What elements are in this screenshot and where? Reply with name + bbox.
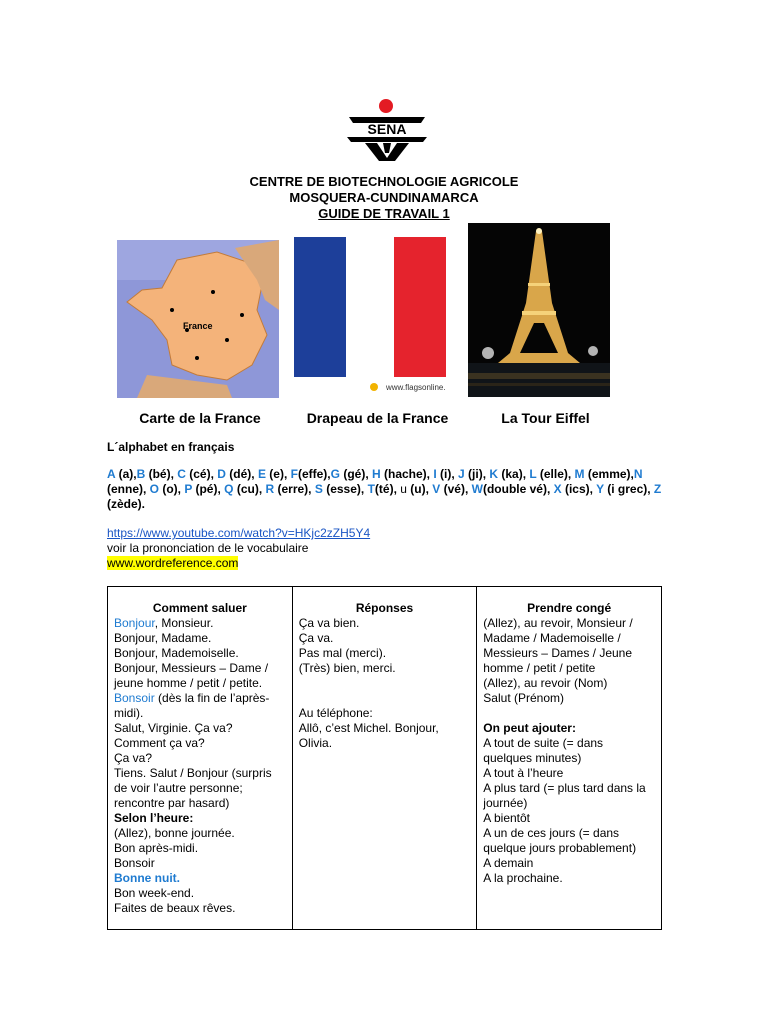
- alphabet-letter: F: [290, 467, 298, 481]
- alphabet-pronunciation: (double vé),: [482, 482, 554, 496]
- alphabet-list: [107, 467, 662, 512]
- alphabet-letter: T: [367, 482, 375, 496]
- alphabet-pronunciation: (i),: [436, 467, 459, 481]
- alphabet-pronunciation: (gé),: [339, 467, 372, 481]
- alphabet-pronunciation: (ics),: [561, 482, 597, 496]
- alphabet-letter: N: [633, 467, 643, 481]
- alphabet-pronunciation: (zède).: [107, 497, 146, 511]
- alphabet-letter: I: [433, 467, 437, 481]
- alphabet-pronunciation: (erre),: [274, 482, 315, 496]
- alphabet-letter: A: [107, 467, 116, 481]
- alphabet-pronunciation: (emme),: [584, 467, 634, 481]
- location-title: MOSQUERA-CUNDINAMARCA: [289, 190, 479, 205]
- alphabet-letter: O: [149, 482, 160, 496]
- institution-title: CENTRE DE BIOTECHNOLOGIE AGRICOLE: [249, 174, 519, 189]
- map-country-label: France: [183, 321, 213, 331]
- alphabet-pronunciation: (pé),: [192, 482, 225, 496]
- flag-caption: Drapeau de la France: [306, 410, 449, 426]
- alphabet-letter: B: [136, 467, 146, 481]
- alphabet-pronunciation: (hache),: [380, 467, 434, 481]
- flag-credit: www.flagsonline.it: [386, 383, 446, 392]
- header-greet: Comment saluer: [108, 587, 293, 617]
- youtube-link[interactable]: https://www.youtube.com/watch?v=HKjc2zZH5Y4: [107, 526, 371, 540]
- logo-text: SENA: [367, 121, 407, 137]
- alphabet-letter: Z: [653, 482, 662, 496]
- alphabet-letter: S: [314, 482, 323, 496]
- table-header-row: [108, 587, 662, 617]
- links-block: [107, 526, 370, 571]
- alphabet-pronunciation: (elle),: [536, 467, 575, 481]
- wordreference-link[interactable]: www.wordreference.com: [107, 556, 239, 570]
- sena-logo: [343, 97, 431, 163]
- header-leave: Prendre congé: [477, 587, 662, 617]
- alphabet-pronunciation: (dé),: [225, 467, 258, 481]
- alphabet-letter: R: [265, 482, 275, 496]
- alphabet-letter: H: [371, 467, 381, 481]
- table-row: [108, 616, 662, 930]
- document-header: [0, 174, 768, 222]
- alphabet-pronunciation: (cé),: [185, 467, 218, 481]
- alphabet-letter: K: [489, 467, 499, 481]
- alphabet-letter: C: [177, 467, 186, 481]
- alphabet-pronunciation: (esse),: [322, 482, 368, 496]
- alphabet-letter: Y: [596, 482, 604, 496]
- alphabet-pronunciation: (cu),: [233, 482, 266, 496]
- alphabet-pronunciation: (o),: [159, 482, 185, 496]
- alphabet-pronunciation: (u),: [406, 482, 433, 496]
- alphabet-pronunciation: (a),: [115, 467, 137, 481]
- map-caption: Carte de la France: [139, 410, 261, 426]
- alphabet-pronunciation: (effe),: [297, 467, 331, 481]
- replies-cell: Ça va bien. Ça va. Pas mal (merci). (Très) bien, merci. Au téléphone: Allô, c’est Michel. Bonjour, Olivia.: [292, 616, 477, 930]
- alphabet-pronunciation: (ka),: [498, 467, 530, 481]
- alphabet-pronunciation: (enne),: [107, 482, 150, 496]
- alphabet-pronunciation: (e),: [265, 467, 291, 481]
- alphabet-letter: E: [257, 467, 266, 481]
- alphabet-letter: Q: [224, 482, 234, 496]
- leave-cell: (Allez), au revoir, Monsieur / Madame / Mademoiselle / Messieurs – Dames / Jeune homme / petit / petite (Allez), au revoir (Nom) Salut (Prénom) On peut ajouter: A tout de suite (= dans quelques minutes) A tout à l’heure A plus tard (= plus tard dans la journée) A bientôt A un de ces jours (= dans quelque jours probablement) A demain A la prochaine.: [477, 616, 662, 930]
- alphabet-letter: X: [553, 482, 562, 496]
- alphabet-pronunciation: (vé),: [440, 482, 472, 496]
- header-replies: Réponses: [292, 587, 477, 617]
- alphabet-letter: L: [529, 467, 537, 481]
- alphabet-letter: J: [458, 467, 465, 481]
- alphabet-pronunciation: (bé),: [145, 467, 178, 481]
- alphabet-letter: V: [432, 482, 441, 496]
- france-flag-image: [294, 237, 446, 397]
- pronunciation-note: voir la prononciation de le vocabulaire: [107, 541, 309, 555]
- france-map-image: [117, 240, 279, 398]
- alphabet-title: L´alphabet en français: [107, 440, 235, 454]
- alphabet-letter: u: [400, 482, 407, 496]
- alphabet-pronunciation: (té),: [374, 482, 401, 496]
- vocabulary-table: [107, 586, 662, 930]
- eiffel-tower-image: [468, 223, 610, 397]
- guide-title: GUIDE DE TRAVAIL 1: [318, 206, 450, 221]
- eiffel-caption: La Tour Eiffel: [501, 410, 590, 426]
- alphabet-pronunciation: (i grec),: [603, 482, 654, 496]
- alphabet-letter: W: [471, 482, 483, 496]
- alphabet-letter: P: [184, 482, 193, 496]
- alphabet-letter: D: [217, 467, 226, 481]
- greet-cell: Bonjour, Monsieur. Bonjour, Madame. Bonjour, Mademoiselle. Bonjour, Messieurs – Dame / jeune homme / petit / petite. Bonsoir (dès la fin de l’après-midi). Salut, Virginie. Ça va? Comment ça va? Ça va? Tiens. Salut / Bonjour (surpris de voir l’autre personne; rencontre par hasard) Selon l’heure: (Allez), bonne journée. Bon après-midi. Bonsoir Bonne nuit. Bon week-end. Faites de beaux rêves.: [108, 616, 293, 930]
- alphabet-letter: M: [574, 467, 585, 481]
- alphabet-pronunciation: (ji),: [464, 467, 490, 481]
- alphabet-letter: G: [330, 467, 340, 481]
